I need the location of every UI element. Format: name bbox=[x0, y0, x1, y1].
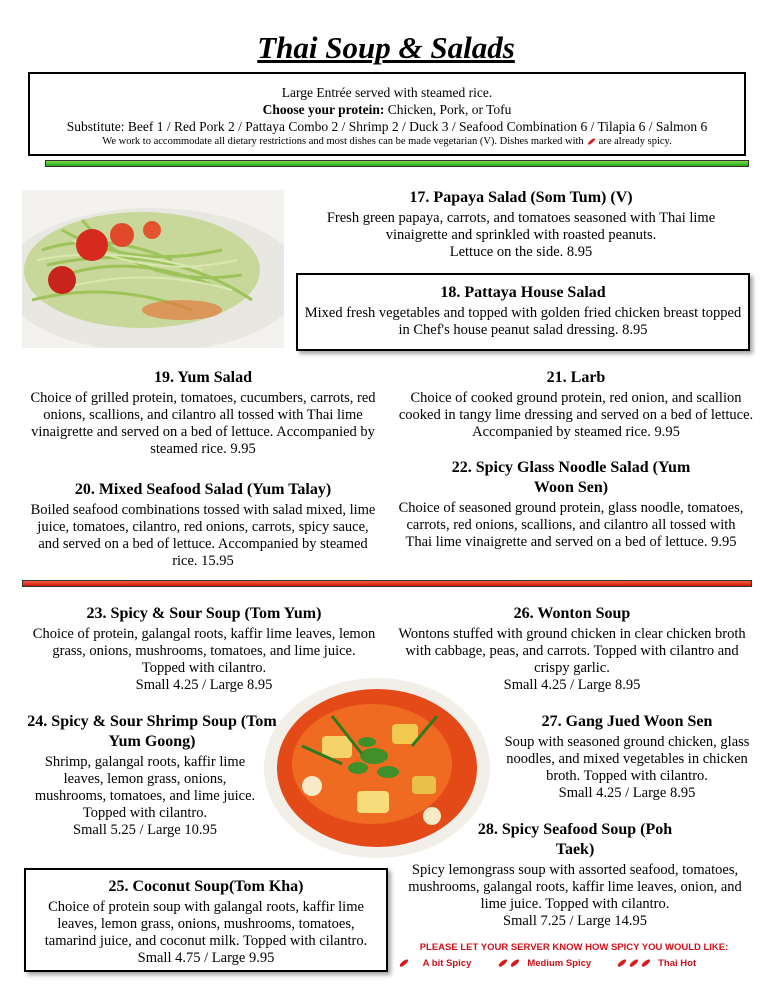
item-price: Small 5.25 / Large 10.95 bbox=[73, 822, 217, 838]
item-description: Shrimp, galangal roots, kaffir lime leaves, lemon grass, onions, mushrooms, tomatoes, and lime juice. Topped with cilantro. bbox=[34, 754, 256, 821]
chili-pepper-icon bbox=[497, 959, 507, 968]
chili-pepper-icon bbox=[617, 959, 627, 968]
entree-note: Large Entrée served with steamed rice. bbox=[281, 85, 493, 100]
item-description: Choice of cooked ground protein, red onion, and scallion cooked in tangy lime dressing and served on a bed of lettuce. Accompanied by steamed rice. 9.95 bbox=[398, 390, 754, 440]
item-description: Choice of seasoned ground protein, glass noodle, tomatoes, carrots, red onions, scallions, and cilantro all tossed with Thai lime vinaigrette and served on a bed of lettuce. 9.95 bbox=[398, 500, 744, 550]
chili-pepper-icon bbox=[587, 138, 596, 146]
item-description: Soup with seasoned ground chicken, glass noodles, and mixed vegetables in chicken broth. Topped with cilantro. bbox=[504, 734, 750, 784]
dietary-note bbox=[30, 135, 744, 149]
item-price: Small 4.25 / Large 8.95 bbox=[503, 677, 641, 693]
red-divider bbox=[22, 580, 752, 587]
menu-item-20 bbox=[28, 480, 378, 570]
menu-item-17 bbox=[296, 188, 746, 261]
item-name: 28. Spicy Seafood Soup (Poh Taek) bbox=[477, 821, 673, 858]
menu-item-25 bbox=[24, 868, 388, 972]
spice-level-3: Thai Hot bbox=[658, 958, 697, 969]
spice-prompt: PLEASE LET YOUR SERVER KNOW HOW SPICY YOU WOULD LIKE: bbox=[419, 942, 729, 953]
item-description: Choice of protein, galangal roots, kaffir lime leaves, lemon grass, onions, mushrooms, tomatoes, and lime juice. Topped with cilantro. bbox=[32, 626, 376, 676]
item-name: 22. Spicy Glass Noodle Salad (Yum Woon Sen) bbox=[451, 459, 691, 496]
papaya-salad-photo bbox=[22, 190, 284, 348]
menu-item-27 bbox=[496, 712, 758, 802]
spice-legend bbox=[398, 958, 758, 969]
chili-pepper-icon bbox=[399, 959, 409, 968]
item-name: 26. Wonton Soup bbox=[513, 605, 631, 622]
item-price: Small 4.25 / Large 8.95 bbox=[135, 677, 273, 693]
item-description: Choice of protein soup with galangal roots, kaffir lime leaves, lemon grass, onions, mushrooms, tomatoes, tamarind juice, and coconut milk. Topped with cilantro. Small 4.75 / Large 9.95 bbox=[44, 899, 368, 966]
item-name: 19. Yum Salad bbox=[154, 369, 252, 386]
page-title: Thai Soup & Salads bbox=[257, 30, 515, 65]
item-name: 27. Gang Jued Woon Sen bbox=[541, 713, 713, 730]
item-name: 17. Papaya Salad (Som Tum) (V) bbox=[409, 189, 633, 206]
item-price: Lettuce on the side. 8.95 bbox=[449, 244, 593, 260]
chili-pepper-icon bbox=[641, 959, 651, 968]
menu-item-22 bbox=[396, 458, 746, 551]
protein-label: Choose your protein: bbox=[262, 102, 385, 117]
dietary-note-end: are already spicy. bbox=[598, 136, 672, 147]
chili-pepper-icon bbox=[509, 959, 519, 968]
protein-options: Chicken, Pork, or Tofu bbox=[384, 102, 512, 117]
menu-item-28 bbox=[400, 820, 750, 930]
item-name: 24. Spicy & Sour Shrimp Soup (Tom Yum Goong) bbox=[27, 713, 277, 750]
item-description: Fresh green papaya, carrots, and tomatoes seasoned with Thai lime vinaigrette and sprinkled with roasted peanuts. bbox=[326, 210, 716, 243]
item-description: Mixed fresh vegetables and topped with golden fried chicken breast topped in Chef's house peanut salad dressing. 8.95 bbox=[304, 305, 742, 338]
menu-item-26 bbox=[394, 604, 750, 694]
protein-line bbox=[30, 101, 744, 118]
item-name: 21. Larb bbox=[546, 369, 606, 386]
item-description: Choice of grilled protein, tomatoes, cucumbers, carrots, red onions, scallions, and cilantro all tossed with Thai lime vinaigrette and served on a bed of lettuce. Accompanied by steamed rice. 9.95 bbox=[30, 390, 376, 457]
substitute-line: Substitute: Beef 1 / Red Pork 2 / Pattaya Combo 2 / Shrimp 2 / Duck 3 / Seafood Combination 6 / Tilapia 6 / Salmon 6 bbox=[66, 119, 708, 134]
item-name: 20. Mixed Seafood Salad (Yum Talay) bbox=[74, 481, 332, 498]
item-price: Small 7.25 / Large 14.95 bbox=[503, 913, 647, 929]
menu-item-19 bbox=[30, 368, 376, 458]
green-divider bbox=[45, 160, 749, 167]
menu-item-18 bbox=[296, 273, 750, 351]
item-name: 18. Pattaya House Salad bbox=[440, 284, 606, 301]
item-description: Wontons stuffed with ground chicken in clear chicken broth with cabbage, peas, and carrots. Topped with cilantro and crispy garlic. bbox=[398, 626, 746, 676]
item-description: Boiled seafood combinations tossed with salad mixed, lime juice, tomatoes, cilantro, red onions, carrots, spicy sauce, and served on a bed of lettuce. Accompanied by steamed rice. 15.95 bbox=[30, 502, 376, 569]
chili-pepper-icon bbox=[629, 959, 639, 968]
spice-level-1: A bit Spicy bbox=[422, 958, 472, 969]
protein-info-box bbox=[28, 72, 746, 156]
spice-level-2: Medium Spicy bbox=[527, 958, 592, 969]
item-price: Small 4.25 / Large 8.95 bbox=[558, 785, 696, 801]
item-name: 25. Coconut Soup(Tom Kha) bbox=[108, 878, 304, 895]
menu-item-24 bbox=[22, 712, 277, 839]
menu-item-21 bbox=[394, 368, 758, 441]
dietary-note-text: We work to accommodate all dietary restrictions and most dishes can be made vegetarian (V). Dishes marked with bbox=[102, 136, 584, 147]
item-name: 23. Spicy & Sour Soup (Tom Yum) bbox=[86, 605, 322, 622]
item-description: Spicy lemongrass soup with assorted seafood, tomatoes, mushrooms, galangal roots, kaffir lime leaves, onion, and lime juice. Topped with cilantro. bbox=[408, 862, 742, 912]
